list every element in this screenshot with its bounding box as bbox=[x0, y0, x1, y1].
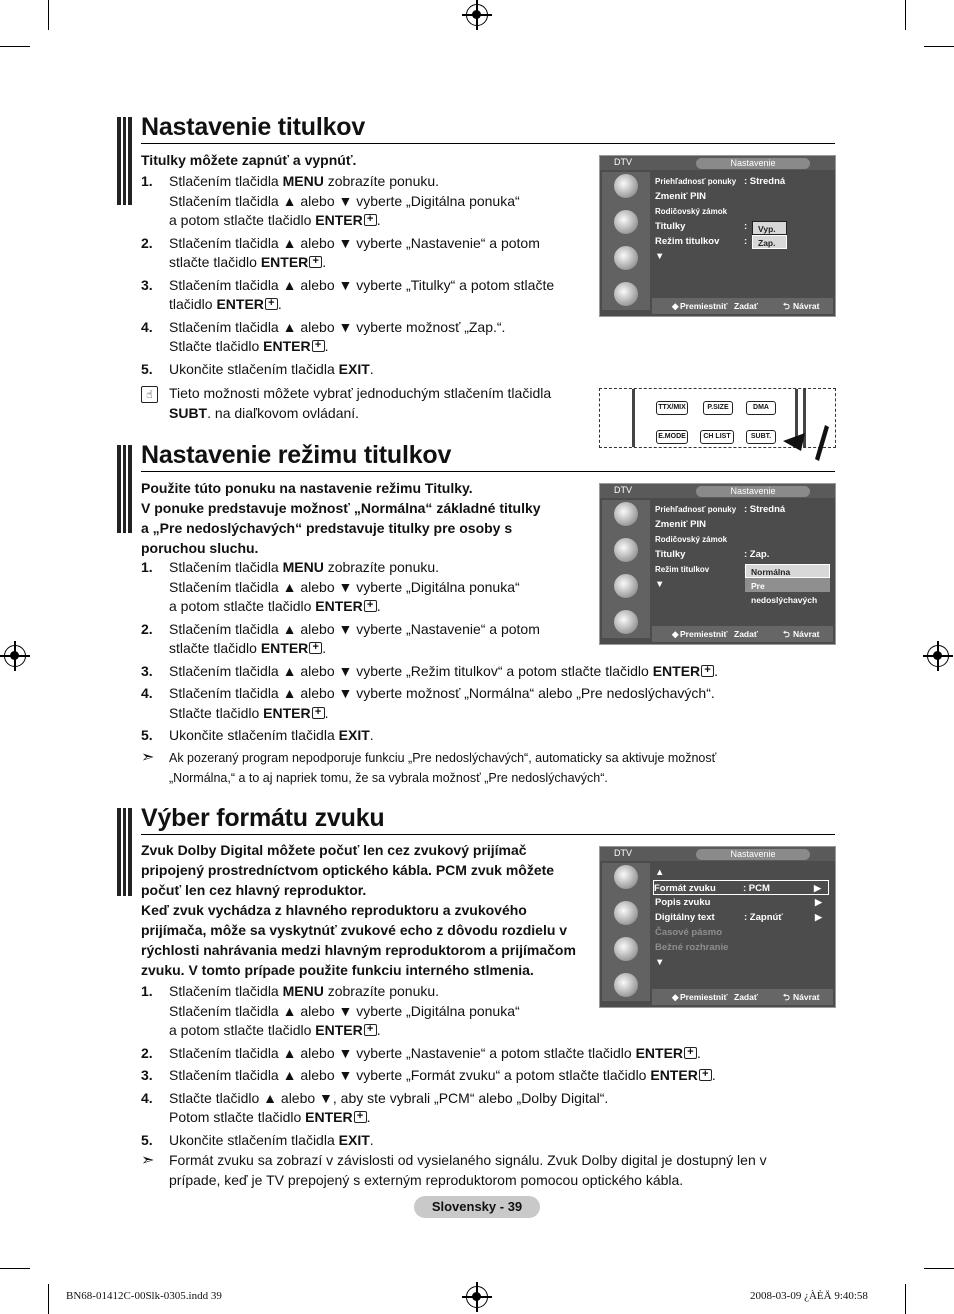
step-item bbox=[141, 234, 591, 273]
sound-icon bbox=[614, 901, 638, 925]
submenu-arrow-icon: ▶ bbox=[815, 897, 822, 907]
step-number: 2. bbox=[141, 1044, 153, 1061]
note-text: Tieto možnosti môžete vybrať jednoduchým stlačením tlačidla SUBT. na diaľkovom ovládaní. bbox=[169, 385, 552, 421]
tv-menu-item[interactable] bbox=[655, 955, 833, 970]
tv-menu-item-value: : Stredná bbox=[744, 504, 786, 515]
tv-icon-column bbox=[602, 863, 650, 1001]
step-item bbox=[141, 1066, 781, 1086]
crop-mark bbox=[0, 46, 30, 47]
step-item bbox=[141, 684, 781, 723]
note bbox=[141, 1151, 821, 1190]
tv-menu-item-label: Popis zvuku bbox=[655, 897, 711, 908]
tv-menu-item[interactable] bbox=[655, 204, 833, 219]
tv-menu-item[interactable] bbox=[655, 895, 833, 910]
picture-icon bbox=[614, 502, 638, 526]
move-icon: ◆ bbox=[672, 301, 679, 311]
tv-menu-item[interactable] bbox=[655, 517, 833, 532]
tv-menu-item-label: Zmeniť PIN bbox=[655, 191, 707, 202]
tv-menu-item[interactable] bbox=[655, 234, 833, 249]
tv-menu-item[interactable] bbox=[655, 910, 833, 925]
step-number: 1. bbox=[141, 983, 153, 999]
tv-menu-item-label: Režim titulkov bbox=[655, 236, 720, 247]
crop-mark bbox=[0, 1268, 30, 1269]
tv-menu-item-value: : bbox=[744, 221, 748, 232]
tv-menu-item[interactable] bbox=[655, 865, 833, 880]
section-lead: Titulky môžete zapnúť a vypnúť. bbox=[141, 152, 357, 168]
tv-menu-item-label: Formát zvuku bbox=[654, 883, 716, 894]
tv-menu-item[interactable] bbox=[655, 547, 833, 562]
step-text: Stlačením tlačidla MENU zobrazíte ponuku. Stlačením tlačidla ▲ alebo ▼ vyberte „Digitálna ponuka“ a potom stlačte tlačidlo ENTER+ . bbox=[169, 173, 520, 228]
print-slug-left: BN68-01412C-00Slk-0305.indd 39 bbox=[66, 1290, 222, 1302]
return-hint: Návrat bbox=[793, 992, 820, 1002]
tv-menu-item-label: Titulky bbox=[655, 221, 686, 232]
picture-icon bbox=[614, 865, 638, 889]
crop-mark bbox=[924, 1268, 954, 1269]
step-text: Stlačením tlačidla ▲ alebo ▼ vyberte „Formát zvuku“ a potom stlačte tlačidlo ENTER+ . bbox=[169, 1067, 716, 1083]
tv-menu-item-value: : Zapnúť bbox=[744, 912, 783, 923]
tv-menu-item-value: : Zap. bbox=[744, 549, 770, 560]
submenu-arrow-icon: ▶ bbox=[815, 912, 822, 922]
section-lead: Použite túto ponuku na nastavenie režimu Titulky. V ponuke predstavuje možnosť „Normálna“ základné titulky a „Pre nedoslýchavých“ predstavuje titulky pre osoby s poruchou sluchu. bbox=[141, 480, 541, 556]
enter-hint: Zadať bbox=[734, 301, 758, 311]
step-text: Stlačením tlačidla ▲ alebo ▼ vyberte „Nastavenie“ a potom stlačte tlačidlo ENTER+ . bbox=[169, 1045, 701, 1061]
tv-menu-item-label: ▼ bbox=[655, 957, 665, 968]
tv-menu-item[interactable] bbox=[655, 219, 833, 234]
step-item bbox=[141, 726, 781, 746]
tv-menu-item[interactable] bbox=[655, 532, 833, 547]
registration-mark-icon bbox=[4, 645, 26, 667]
step-text: Stlačte tlačidlo ▲ alebo ▼, aby ste vybrali „PCM“ alebo „Dolby Digital“. Potom stlačte tlačidlo ENTER+ . bbox=[169, 1090, 608, 1126]
tv-menu-title: Nastavenie bbox=[696, 849, 810, 860]
enter-hint: Zadať bbox=[734, 992, 758, 1002]
remote-chlist-button: CH LIST bbox=[700, 430, 734, 444]
section-title: Nastavenie titulkov bbox=[141, 113, 366, 141]
tv-menu-subtitle-mode bbox=[599, 483, 836, 645]
channel-icon bbox=[614, 937, 638, 961]
note bbox=[141, 748, 801, 788]
tv-menu-item-label: Zmeniť PIN bbox=[655, 519, 707, 530]
step-number: 5. bbox=[141, 1131, 153, 1148]
step-item bbox=[141, 276, 591, 315]
note-arrow-icon: ➣ bbox=[141, 1152, 155, 1169]
tv-menu-title: Nastavenie bbox=[696, 158, 810, 169]
tv-menu-item-label: Rodičovský zámok bbox=[655, 207, 728, 216]
tv-menu-list bbox=[655, 865, 833, 970]
step-text: Ukončite stlačením tlačidla EXIT. bbox=[169, 727, 374, 743]
hand-note-icon: ☝ bbox=[141, 386, 158, 403]
sound-icon bbox=[614, 538, 638, 562]
remote-subt-button: SUBT. bbox=[746, 430, 776, 444]
tv-menu-item[interactable] bbox=[655, 174, 833, 189]
move-icon: ◆ bbox=[672, 992, 679, 1002]
return-icon: ⮌ bbox=[783, 629, 790, 639]
remote-psize-button: P.SIZE bbox=[703, 401, 733, 415]
step-text: Stlačením tlačidla ▲ alebo ▼ vyberte „Nastavenie“ a potom stlačte tlačidlo ENTER+ . bbox=[169, 235, 540, 271]
step-number: 1. bbox=[141, 173, 153, 189]
tv-menu-item[interactable] bbox=[655, 940, 833, 955]
tv-menu-audio-format bbox=[599, 846, 836, 1008]
step-text: Stlačením tlačidla ▲ alebo ▼ vyberte „Titulky“ a potom stlačte tlačidlo ENTER+ . bbox=[169, 277, 554, 313]
step-item bbox=[141, 1089, 781, 1128]
step-text: Stlačením tlačidla MENU zobrazíte ponuku. Stlačením tlačidla ▲ alebo ▼ vyberte „Digitálna ponuka“ a potom stlačte tlačidlo ENTER+ . bbox=[169, 983, 520, 1038]
tv-menu-footer bbox=[652, 989, 833, 1005]
tv-menu-item[interactable] bbox=[655, 189, 833, 204]
tv-menu-item-value: : Stredná bbox=[744, 176, 786, 187]
crop-mark bbox=[48, 0, 49, 30]
divider bbox=[141, 143, 835, 144]
crop-mark bbox=[48, 1284, 49, 1314]
step-item bbox=[141, 662, 781, 682]
step-number: 3. bbox=[141, 1067, 153, 1083]
tv-menu-item-label: ▲ bbox=[655, 867, 665, 878]
tv-menu-item-label: Titulky bbox=[655, 549, 686, 560]
crop-mark bbox=[905, 0, 906, 30]
option-on[interactable]: Zap. bbox=[752, 235, 787, 249]
step-number: 3. bbox=[141, 662, 153, 679]
divider bbox=[141, 471, 835, 472]
tv-menu-item-label: Režim titulkov bbox=[655, 565, 710, 574]
step-item bbox=[141, 1044, 781, 1064]
step-item bbox=[141, 1131, 781, 1151]
subtitle-options bbox=[752, 221, 787, 249]
remote-emode-button: E.MODE bbox=[656, 430, 688, 444]
tv-menu-title: Nastavenie bbox=[696, 486, 810, 497]
tv-icon-column bbox=[602, 500, 650, 638]
step-item bbox=[141, 172, 591, 231]
step-text: Stlačením tlačidla ▲ alebo ▼ vyberte „Nastavenie“ a potom stlačte tlačidlo ENTER+ . bbox=[169, 621, 540, 657]
step-text: Stlačením tlačidla ▲ alebo ▼ vyberte možnosť „Zap.“. Stlačte tlačidlo ENTER+ . bbox=[169, 319, 505, 355]
setup-icon bbox=[614, 282, 638, 306]
step-number: 3. bbox=[141, 276, 153, 293]
move-icon: ◆ bbox=[672, 629, 679, 639]
tv-menu-item[interactable] bbox=[655, 502, 833, 517]
registration-mark-icon bbox=[466, 1286, 488, 1308]
submenu-arrow-icon: ▶ bbox=[814, 883, 821, 893]
subtitle-mode-options bbox=[745, 564, 830, 605]
step-text: Ukončite stlačením tlačidla EXIT. bbox=[169, 1131, 374, 1148]
step-number: 4. bbox=[141, 318, 153, 335]
tv-menu-item[interactable] bbox=[655, 249, 833, 264]
step-number: 2. bbox=[141, 620, 153, 637]
tv-menu-item-label: Priehľadnosť ponuky bbox=[655, 177, 737, 186]
remote-dma-button: DMA bbox=[746, 401, 776, 415]
step-number: 5. bbox=[141, 727, 153, 743]
step-text: Stlačením tlačidla ▲ alebo ▼ vyberte možnosť „Normálna“ alebo „Pre nedoslýchavých“. Stlačte tlačidlo ENTER+ . bbox=[169, 685, 715, 721]
channel-icon bbox=[614, 246, 638, 270]
channel-icon bbox=[614, 574, 638, 598]
picture-icon bbox=[614, 174, 638, 198]
return-hint: Návrat bbox=[793, 629, 820, 639]
section-bars-icon bbox=[117, 808, 132, 896]
note-text: Formát zvuku sa zobrazí v závislosti od vysielaného signálu. Zvuk Dolby digital je dostupný len v prípade, keď je TV prepojený s externým reproduktorom pomocou optického kábla. bbox=[169, 1152, 767, 1188]
sound-icon bbox=[614, 210, 638, 234]
crop-mark bbox=[924, 46, 954, 47]
tv-dtv-label: DTV bbox=[614, 485, 632, 495]
tv-dtv-label: DTV bbox=[614, 157, 632, 167]
tv-menu-item-label: Časové pásmo bbox=[655, 927, 723, 938]
step-text: Stlačením tlačidla MENU zobrazíte ponuku. Stlačením tlačidla ▲ alebo ▼ vyberte „Digitálna ponuka“ a potom stlačte tlačidlo ENTER+ . bbox=[169, 559, 520, 614]
note-text: Ak pozeraný program nepodporuje funkciu „Pre nedoslýchavých“, automaticky sa aktivuje možnosť „Normálna,“ a to aj napriek tomu, že sa vybrala možnosť „Pre nedoslýchavých“. bbox=[169, 751, 717, 785]
tv-menu-footer bbox=[652, 298, 833, 314]
return-icon: ⮌ bbox=[783, 301, 790, 311]
step-number: 4. bbox=[141, 685, 153, 701]
step-list bbox=[141, 172, 591, 382]
step-item bbox=[141, 360, 591, 380]
note bbox=[141, 384, 591, 423]
tv-menu-item-label: Digitálny text bbox=[655, 912, 715, 923]
print-slug-right: 2008-03-09 ¿ÀÈÄ 9:40:58 bbox=[750, 1290, 868, 1302]
step-item bbox=[141, 318, 591, 357]
tv-menu-item-label: ▼ bbox=[655, 579, 665, 590]
section-lead: Zvuk Dolby Digital môžete počuť len cez zvukový prijímač pripojený prostredníctvom optického kábla. PCM zvuk môžete počuť len cez hlavný reproduktor. Keď zvuk vychádza z hlavného reproduktoru a zvukového prijímača, môže sa vyskytnúť zvukové echo z dôvodu rozdielu v rýchlosti nahrávania medzi hlavným reproduktorom a prijímačom zvuku. V tomto prípade použite funkciu interného stlmenia. bbox=[141, 842, 576, 978]
divider bbox=[141, 834, 835, 835]
remote-control-illustration bbox=[599, 388, 836, 448]
tv-menu-item-label: ▼ bbox=[655, 251, 665, 262]
tv-menu-item-label: Bežné rozhranie bbox=[655, 942, 729, 953]
option-off[interactable]: Vyp. bbox=[752, 221, 787, 235]
section-bars-icon bbox=[117, 117, 132, 205]
registration-mark-icon bbox=[927, 645, 949, 667]
step-number: 4. bbox=[141, 1089, 153, 1106]
step-number: 1. bbox=[141, 559, 153, 575]
move-hint: Premiestniť bbox=[680, 992, 728, 1002]
tv-menu-list bbox=[655, 174, 833, 264]
step-number: 5. bbox=[141, 360, 153, 377]
return-hint: Návrat bbox=[793, 301, 820, 311]
tv-icon-column bbox=[602, 172, 650, 310]
step-text: Ukončite stlačením tlačidla EXIT. bbox=[169, 360, 374, 377]
step-number: 2. bbox=[141, 234, 153, 251]
enter-hint: Zadať bbox=[734, 629, 758, 639]
tv-menu-footer bbox=[652, 626, 833, 642]
tv-menu-item-label: Priehľadnosť ponuky bbox=[655, 505, 737, 514]
remote-ttx-button: TTX/MIX bbox=[656, 401, 688, 415]
return-icon: ⮌ bbox=[783, 992, 790, 1002]
step-text: Stlačením tlačidla ▲ alebo ▼ vyberte „Režim titulkov“ a potom stlačte tlačidlo ENTER+ . bbox=[169, 663, 718, 679]
section-title: Nastavenie režimu titulkov bbox=[141, 441, 452, 469]
tv-menu-item-value: : bbox=[744, 236, 748, 247]
section-bars-icon bbox=[117, 445, 132, 533]
tv-menu-item-value: : PCM bbox=[743, 883, 770, 894]
registration-mark-icon bbox=[466, 4, 488, 26]
tv-menu-subtitles bbox=[599, 155, 836, 317]
setup-icon bbox=[614, 610, 638, 634]
setup-icon bbox=[614, 973, 638, 997]
option-hard-of-hearing[interactable]: Pre nedoslýchavých bbox=[745, 578, 830, 592]
option-normal[interactable]: Normálna bbox=[745, 564, 830, 578]
tv-menu-item[interactable] bbox=[653, 880, 829, 895]
page-number-badge: Slovensky - 39 bbox=[414, 1196, 540, 1218]
tv-menu-item-label: Rodičovský zámok bbox=[655, 535, 728, 544]
crop-mark bbox=[905, 1284, 906, 1314]
move-hint: Premiestniť bbox=[680, 301, 728, 311]
tv-dtv-label: DTV bbox=[614, 848, 632, 858]
section-title: Výber formátu zvuku bbox=[141, 804, 385, 832]
move-hint: Premiestniť bbox=[680, 629, 728, 639]
note-arrow-icon: ➣ bbox=[141, 749, 155, 766]
tv-menu-item[interactable] bbox=[655, 925, 833, 940]
